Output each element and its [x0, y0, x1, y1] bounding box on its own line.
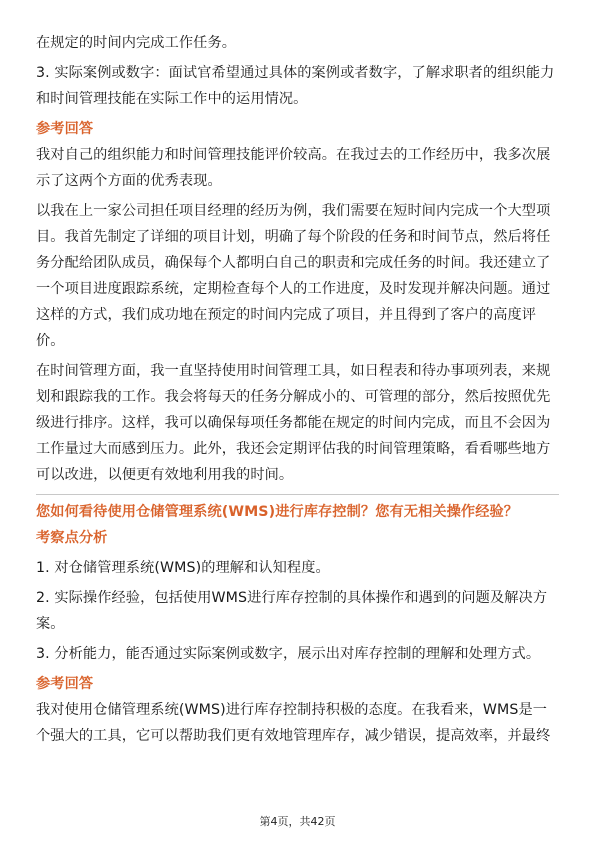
page-number: 第4页，共42页 — [259, 815, 336, 828]
reference-answer-heading: 参考回答 — [36, 121, 94, 137]
section-divider — [36, 494, 559, 495]
analysis-point: 2. 实际操作经验，包括使用WMS进行库存控制的具体操作和遇到的问题及解决方案。 — [36, 590, 548, 632]
document-page — [36, 30, 559, 749]
reference-answer-heading: 参考回答 — [36, 676, 94, 692]
analysis-point: 3. 分析能力，能否通过实际案例或数字，展示出对库存控制的理解和处理方式。 — [36, 646, 541, 662]
answer-paragraph: 以我在上一家公司担任项目经理的经历为例，我们需要在短时间内完成一个大型项目。我首先制定了详细的项目计划，明确了每个阶段的任务和时间节点，然后将任务分配给团队成员，确保每个人都明白自己的职责和完成任务的时间。我还建立了一个项目进度跟踪系统，定期检查每个人的工作进度，及时发现并解决问题。通过这样的方式，我们成功地在预定的时间内完成了项目，并且得到了客户的高度评价。 — [36, 203, 551, 349]
answer-paragraph: 我对自己的组织能力和时间管理技能评价较高。在我过去的工作经历中，我多次展示了这两个方面的优秀表现。 — [36, 147, 551, 189]
analysis-point-3: 3. 实际案例或数字：面试官希望通过具体的案例或者数字，了解求职者的组织能力和时间管理技能在实际工作中的运用情况。 — [36, 65, 555, 107]
question-title: 您如何看待使用仓储管理系统(WMS)进行库存控制？您有无相关操作经验？ — [36, 504, 519, 520]
answer-paragraph: 在时间管理方面，我一直坚持使用时间管理工具，如日程表和待办事项列表，来规划和跟踪我的工作。我会将每天的任务分解成小的、可管理的部分，然后按照优先级进行排序。这样，我可以确保每项任务都能在规定的时间内完成，而且不会因为工作量过大而感到压力。此外，我还会定期评估我的时间管理策略，看看哪些地方可以改进，以便更有效地利用我的时间。 — [36, 363, 551, 483]
analysis-point: 1. 对仓储管理系统(WMS)的理解和认知程度。 — [36, 560, 330, 576]
analysis-heading: 考察点分析 — [36, 530, 108, 546]
continuation-text: 在规定的时间内完成工作任务。 — [36, 35, 237, 51]
answer-paragraph: 我对使用仓储管理系统(WMS)进行库存控制持积极的态度。在我看来，WMS是一个强大的工具，它可以帮助我们更有效地管理库存，减少错误，提高效率，并最终 — [36, 702, 551, 744]
